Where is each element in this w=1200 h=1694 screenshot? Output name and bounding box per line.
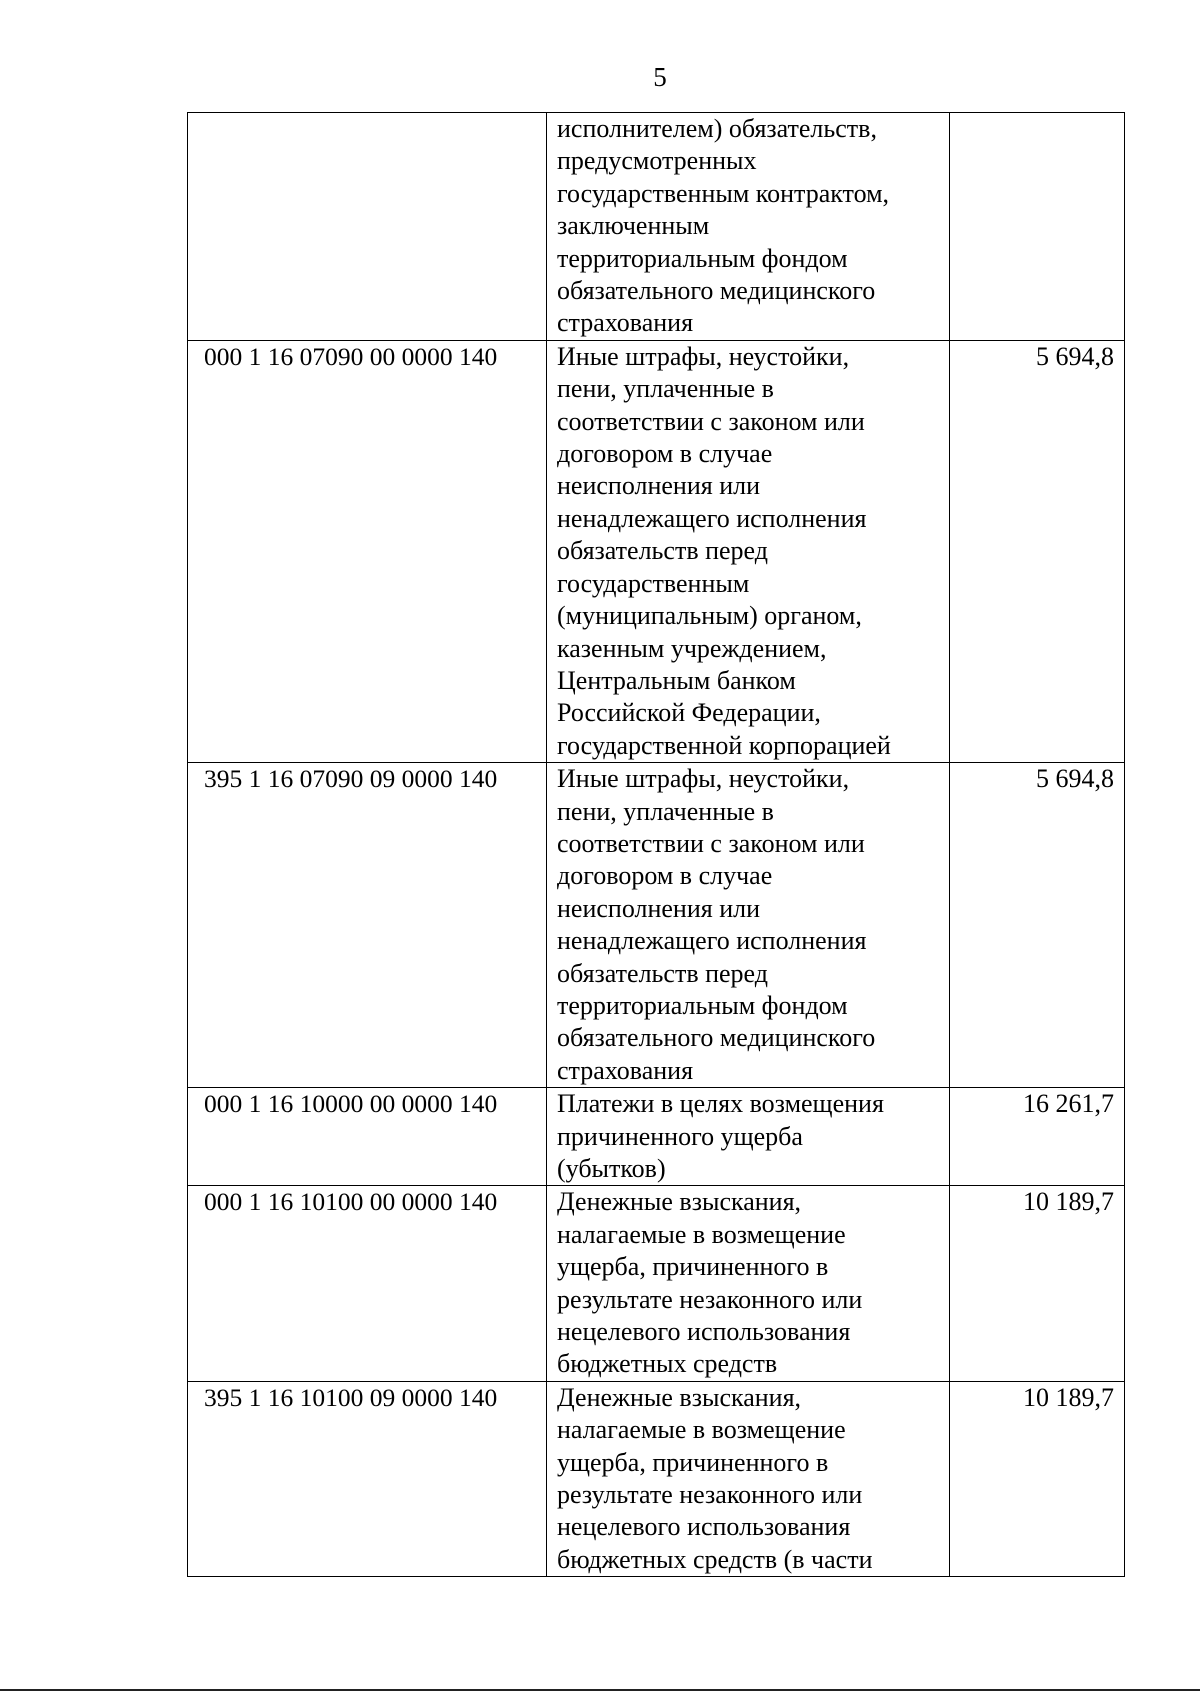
description-line: нецелевого использования bbox=[557, 1317, 851, 1347]
budget-code-cell: 395 1 16 10100 09 0000 140 bbox=[188, 1381, 547, 1576]
description-line: неисполнения или bbox=[557, 893, 760, 923]
description-cell bbox=[547, 1381, 950, 1576]
description-line: результате незаконного или bbox=[557, 1284, 863, 1314]
description-line: Денежные взыскания, bbox=[557, 1382, 802, 1412]
description-line: исполнителем) обязательств, bbox=[557, 114, 877, 143]
description-line: казенным учреждением, bbox=[557, 633, 827, 663]
amount-cell: 5 694,8 bbox=[950, 763, 1125, 1088]
description-line: бюджетных средств (в части bbox=[557, 1544, 873, 1574]
description-line: договором в случае bbox=[557, 861, 773, 891]
description-line: договором в случае bbox=[557, 439, 773, 469]
amount-cell: 5 694,8 bbox=[950, 340, 1125, 762]
description-cell bbox=[547, 763, 950, 1088]
description-line: Иные штрафы, неустойки, bbox=[557, 341, 850, 371]
amount-cell: 16 261,7 bbox=[950, 1088, 1125, 1186]
table-row bbox=[188, 1186, 1125, 1381]
description-line: предусмотренных bbox=[557, 146, 757, 176]
description-line: соответствии с законом или bbox=[557, 406, 865, 436]
table-row bbox=[188, 113, 1125, 341]
description-line: страхования bbox=[557, 1055, 694, 1085]
description-line: бюджетных средств bbox=[557, 1349, 778, 1379]
budget-code-cell: 000 1 16 10100 00 0000 140 bbox=[188, 1186, 547, 1381]
description-line: Российской Федерации, bbox=[557, 698, 821, 728]
amount-cell: 10 189,7 bbox=[950, 1381, 1125, 1576]
description-cell bbox=[547, 340, 950, 762]
description-line: ненадлежащего исполнения bbox=[557, 926, 867, 956]
budget-code-cell bbox=[188, 113, 547, 341]
description-line: Денежные взыскания, bbox=[557, 1187, 802, 1217]
description-line: Центральным банком bbox=[557, 665, 796, 695]
description-line: нецелевого использования bbox=[557, 1512, 851, 1542]
description-line: пени, уплаченные в bbox=[557, 796, 774, 826]
description-line: налагаемые в возмещение bbox=[557, 1219, 846, 1249]
description-line: (убытков) bbox=[557, 1154, 666, 1183]
table-row bbox=[188, 340, 1125, 762]
table-row bbox=[188, 763, 1125, 1088]
description-line: соответствии с законом или bbox=[557, 828, 865, 858]
amount-cell: 10 189,7 bbox=[950, 1186, 1125, 1381]
revenue-table bbox=[187, 112, 1125, 1577]
description-line: обязательного медицинского bbox=[557, 1023, 876, 1053]
budget-code-cell: 000 1 16 10000 00 0000 140 bbox=[188, 1088, 547, 1186]
description-line: ущерба, причиненного в bbox=[557, 1252, 829, 1282]
description-line: заключенным bbox=[557, 211, 710, 241]
description-line: территориальным фондом bbox=[557, 243, 848, 273]
description-line: обязательств перед bbox=[557, 958, 768, 988]
description-line: Платежи в целях возмещения bbox=[557, 1089, 884, 1119]
description-line: (муниципальным) органом, bbox=[557, 601, 862, 631]
description-line: обязательств перед bbox=[557, 536, 768, 566]
description-line: Иные штрафы, неустойки, bbox=[557, 764, 850, 794]
description-line: причиненного ущерба bbox=[557, 1121, 803, 1151]
description-line: государственной корпорацией bbox=[557, 730, 891, 760]
description-line: территориальным фондом bbox=[557, 990, 848, 1020]
description-line: ненадлежащего исполнения bbox=[557, 503, 867, 533]
description-line: государственным контрактом, bbox=[557, 178, 890, 208]
page-number: 5 bbox=[653, 62, 667, 92]
description-line: государственным bbox=[557, 568, 750, 598]
description-line: неисполнения или bbox=[557, 471, 760, 501]
description-cell bbox=[547, 1186, 950, 1381]
description-line: обязательного медицинского bbox=[557, 276, 876, 306]
description-line: ущерба, причиненного в bbox=[557, 1447, 829, 1477]
page-bottom-rule bbox=[0, 1689, 1200, 1691]
budget-code-cell: 000 1 16 07090 00 0000 140 bbox=[188, 340, 547, 762]
description-line: пени, уплаченные в bbox=[557, 374, 774, 404]
table-row bbox=[188, 1381, 1125, 1576]
amount-cell bbox=[950, 113, 1125, 341]
budget-code-cell: 395 1 16 07090 09 0000 140 bbox=[188, 763, 547, 1088]
description-line: результате незаконного или bbox=[557, 1480, 863, 1510]
description-cell bbox=[547, 1088, 950, 1186]
description-line: налагаемые в возмещение bbox=[557, 1415, 846, 1445]
table-row bbox=[188, 1088, 1125, 1186]
description-line: страхования bbox=[557, 308, 694, 338]
description-cell bbox=[547, 113, 950, 341]
